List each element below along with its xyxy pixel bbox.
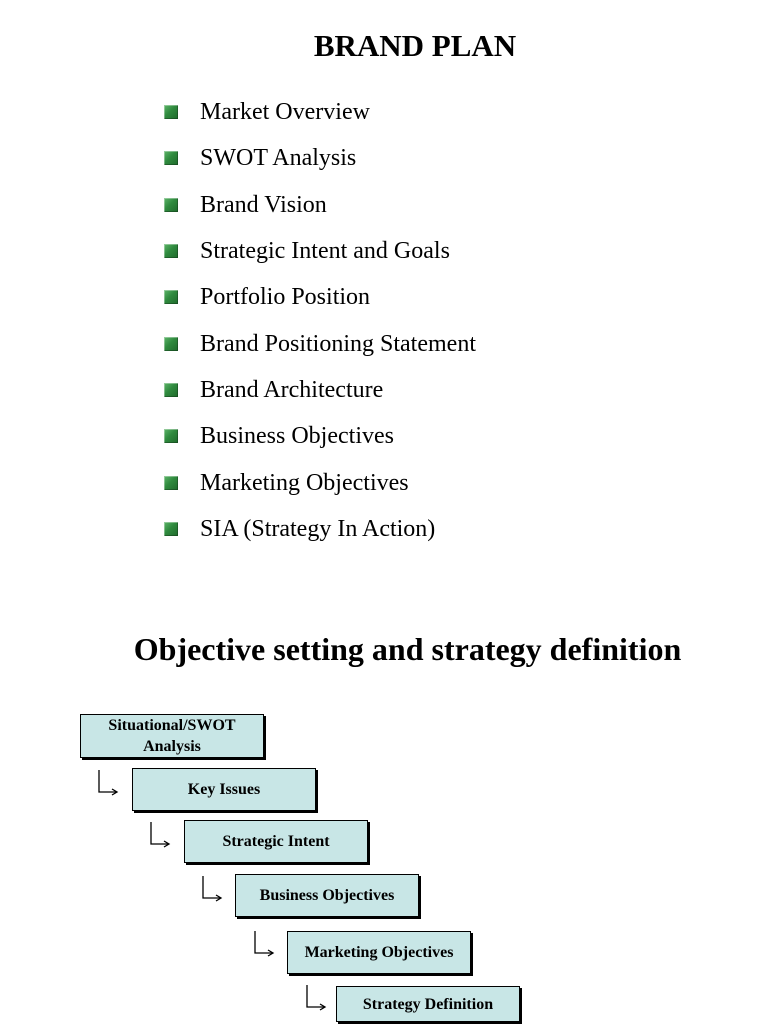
list-item <box>164 89 476 135</box>
green-square-bullet-icon <box>164 198 178 212</box>
green-square-bullet-icon <box>164 429 178 443</box>
brand-plan-title: BRAND PLAN <box>313 28 517 63</box>
green-square-bullet-icon <box>164 244 178 258</box>
list-item <box>164 367 476 413</box>
flow-step-strategy-definition: Strategy Definition <box>336 986 520 1022</box>
brand-plan-list <box>164 89 476 552</box>
elbow-arrow-icon <box>252 931 276 957</box>
list-item-text: SIA (Strategy In Action) <box>200 515 436 542</box>
list-item-text: Brand Positioning Statement <box>200 330 476 357</box>
list-item <box>164 182 476 228</box>
flow-step-marketing-objectives: Marketing Objectives <box>287 931 471 974</box>
list-item <box>164 274 476 320</box>
flow-step-situational-swot: Situational/SWOT Analysis <box>80 714 264 758</box>
flow-step-key-issues: Key Issues <box>132 768 316 811</box>
flow-step-business-objectives: Business Objectives <box>235 874 419 917</box>
list-item-text: Market Overview <box>200 99 370 126</box>
elbow-arrow-icon <box>304 985 328 1011</box>
green-square-bullet-icon <box>164 522 178 536</box>
green-square-bullet-icon <box>164 476 178 490</box>
list-item <box>164 228 476 274</box>
flow-step-strategic-intent: Strategic Intent <box>184 820 368 863</box>
list-item <box>164 506 476 552</box>
elbow-arrow-icon <box>148 822 172 848</box>
objectives-title: Objective setting and strategy definition <box>133 631 682 667</box>
list-item-text: SWOT Analysis <box>200 145 357 172</box>
green-square-bullet-icon <box>164 383 178 397</box>
list-item-text: Portfolio Position <box>200 284 371 311</box>
green-square-bullet-icon <box>164 337 178 351</box>
list-item-text: Business Objectives <box>200 423 394 450</box>
list-item-text: Marketing Objectives <box>200 469 409 496</box>
list-item <box>164 413 476 459</box>
elbow-arrow-icon <box>96 770 120 796</box>
green-square-bullet-icon <box>164 105 178 119</box>
green-square-bullet-icon <box>164 290 178 304</box>
list-item-text: Strategic Intent and Goals <box>200 238 450 265</box>
list-item-text: Brand Architecture <box>200 376 384 403</box>
list-item <box>164 320 476 366</box>
list-item <box>164 459 476 505</box>
green-square-bullet-icon <box>164 151 178 165</box>
elbow-arrow-icon <box>200 876 224 902</box>
list-item-text: Brand Vision <box>200 191 327 218</box>
list-item <box>164 135 476 181</box>
